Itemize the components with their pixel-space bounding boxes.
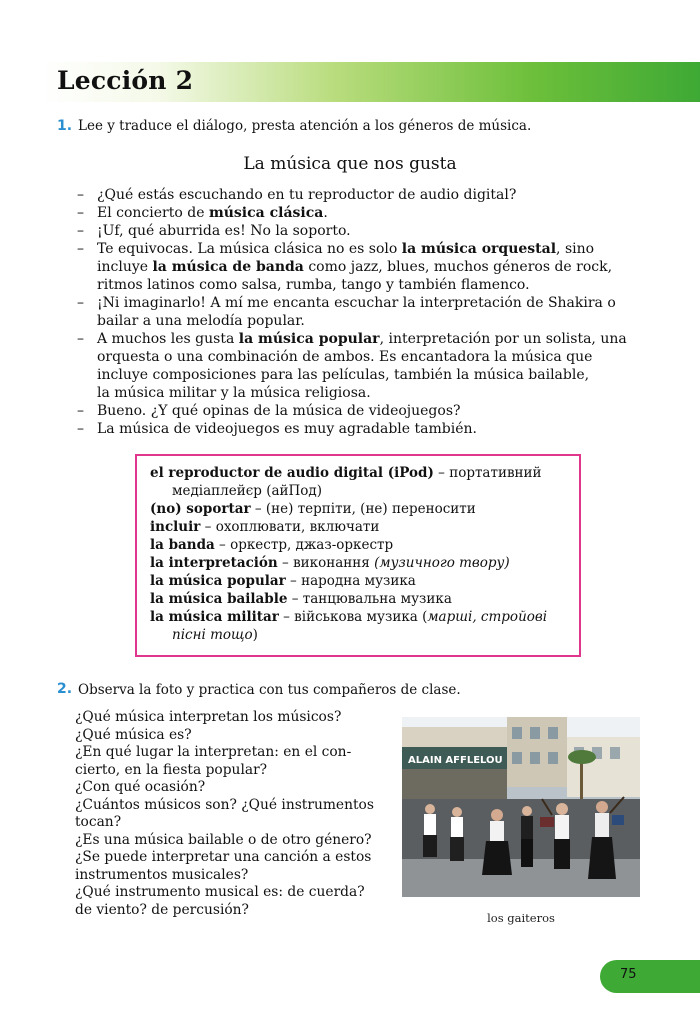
vocab-translation: – оркестр, джаз-оркестр [214, 537, 394, 553]
dialog-line [77, 402, 647, 420]
question-line: ¿Se puede interpretar una canción a estos [75, 849, 372, 865]
question-line: ¿En qué lugar la interpretan: en el con- [75, 744, 352, 760]
question-line: ¿Qué música es? [75, 726, 192, 743]
exercise-2-number: 2. [57, 681, 73, 697]
question-line: ¿Con qué ocasión? [75, 779, 206, 795]
question-line: ¿Cuántos músicos son? ¿Qué instrumentos [75, 796, 374, 813]
vocab-term: la banda [150, 537, 215, 553]
dialog-term: la música de banda [152, 259, 304, 275]
dialog-text: ritmos latinos como salsa, rumba, tango y también flamenco. [97, 277, 530, 293]
shop-sign: ALAIN AFFLELOU [408, 755, 503, 766]
vocab-term: la música popular [150, 573, 286, 589]
question-line: cierto, en la fiesta popular? [75, 761, 268, 778]
question-line: de viento? de percusión? [75, 901, 249, 918]
dialog-text: El concierto de [97, 205, 209, 221]
dialog-line [77, 222, 647, 240]
vocab-translation: – танцювальна музика [287, 591, 452, 607]
dialog-text: ¡Uf, qué aburrida es! No la soporto. [97, 223, 351, 239]
dialog-term: música clásica [208, 205, 324, 221]
lesson-title: Lección 2 [57, 66, 194, 95]
question-line: instrumentos musicales? [75, 866, 249, 883]
dialog-text: incluye [97, 259, 153, 275]
vocab-translation: – виконання [277, 555, 375, 571]
dialog-line [77, 186, 647, 204]
dialog-text: Bueno. ¿Y qué opinas de la música de videojuegos? [97, 403, 461, 419]
vocab-entry [150, 500, 567, 518]
dialog-text: bailar a una melodía popular. [97, 313, 305, 329]
dialog-title: La música que nos gusta [243, 154, 457, 174]
dialog-term: la música orquestal [401, 241, 557, 257]
dialog-text: orquesta o una combinación de ambos. Es encantadora la música que [97, 349, 593, 365]
question-line: tocan? [75, 814, 122, 830]
vocab-term: la música militar [150, 609, 279, 625]
vocab-entry [150, 536, 567, 554]
vocab-translation: – військова музика ( [278, 609, 428, 625]
vocab-note: (музичного твору) [374, 555, 510, 571]
dialog-text: , sino [556, 241, 595, 257]
dialog-term: la música popular [238, 331, 380, 347]
vocab-entry [150, 608, 567, 626]
dialog-line [77, 240, 647, 294]
exercise-1-instruction: Lee y traduce el diálogo, presta atención a los géneros de música. [78, 118, 532, 134]
vocab-translation: медіаплейєр (айПод) [172, 483, 323, 499]
vocab-note: пісні тощо [172, 627, 253, 643]
dialog-text: ¿Qué estás escuchando en tu reproductor de audio digital? [97, 187, 517, 203]
vocab-entry [150, 518, 567, 536]
dialog-line [77, 294, 647, 330]
dialog-line [77, 204, 647, 222]
vocab-entry [150, 464, 567, 482]
vocab-entry [150, 590, 567, 608]
vocab-term: incluir [150, 519, 201, 535]
vocab-translation: ) [252, 627, 258, 643]
exercise-1-number: 1. [57, 118, 73, 134]
vocab-translation: – (не) терпіти, (не) переносити [250, 501, 476, 517]
dialog-text: – ¡Ni imaginarlo! A mí me encanta escuchar la interpretación de Shakira o [97, 295, 616, 311]
question-line: ¿Qué instrumento musical es: de cuerda? [75, 884, 365, 900]
vocab-note: марші, стройові [427, 609, 548, 625]
question-line: ¿Es una música bailable o de otro género? [75, 831, 372, 848]
vocab-translation: – портативний [433, 465, 542, 481]
vocab-entry [150, 572, 567, 590]
dialog-text: La música de videojuegos es muy agradable también. [97, 421, 477, 437]
page-number-tab [600, 960, 700, 993]
vocab-translation: – охоплювати, включати [200, 519, 380, 535]
parade-illustration [402, 717, 640, 897]
dialog-text: como jazz, blues, muchos géneros de rock, [303, 259, 613, 275]
vocab-term: el reproductor de audio digital (iPod) [150, 465, 434, 481]
vocab-entry [150, 554, 567, 572]
dialog-line [77, 420, 647, 438]
page-number: 75 [620, 967, 637, 982]
vocab-entry-continuation [150, 482, 567, 500]
dialog-text: . [323, 205, 328, 221]
photo-caption: los gaiteros [487, 911, 555, 925]
vocab-entry-continuation [150, 626, 567, 644]
gaiteros-photo [402, 717, 640, 897]
vocab-translation: – народна музика [285, 573, 416, 589]
exercise-2-instruction: Observa la foto y practica con tus compañeros de clase. [78, 682, 461, 698]
dialog-line [77, 330, 647, 402]
vocab-term: la música bailable [150, 591, 288, 607]
dialog-text: la música militar y la música religiosa. [97, 385, 371, 401]
vocab-term: la interpretación [150, 555, 278, 571]
question-list [75, 709, 387, 919]
dialog-text: , interpretación por un solista, una [379, 331, 627, 347]
vocab-term: (no) soportar [150, 501, 251, 517]
vocabulary-box [135, 454, 581, 657]
dialog-text: Te equivocas. La música clásica no es solo [97, 241, 402, 257]
dialog-text: incluye composiciones para las películas, también la música bailable, [97, 367, 590, 383]
dialog-text: A muchos les gusta [97, 331, 239, 347]
question-line: ¿Qué música interpretan los músicos? [75, 709, 342, 725]
dialog [77, 186, 647, 438]
